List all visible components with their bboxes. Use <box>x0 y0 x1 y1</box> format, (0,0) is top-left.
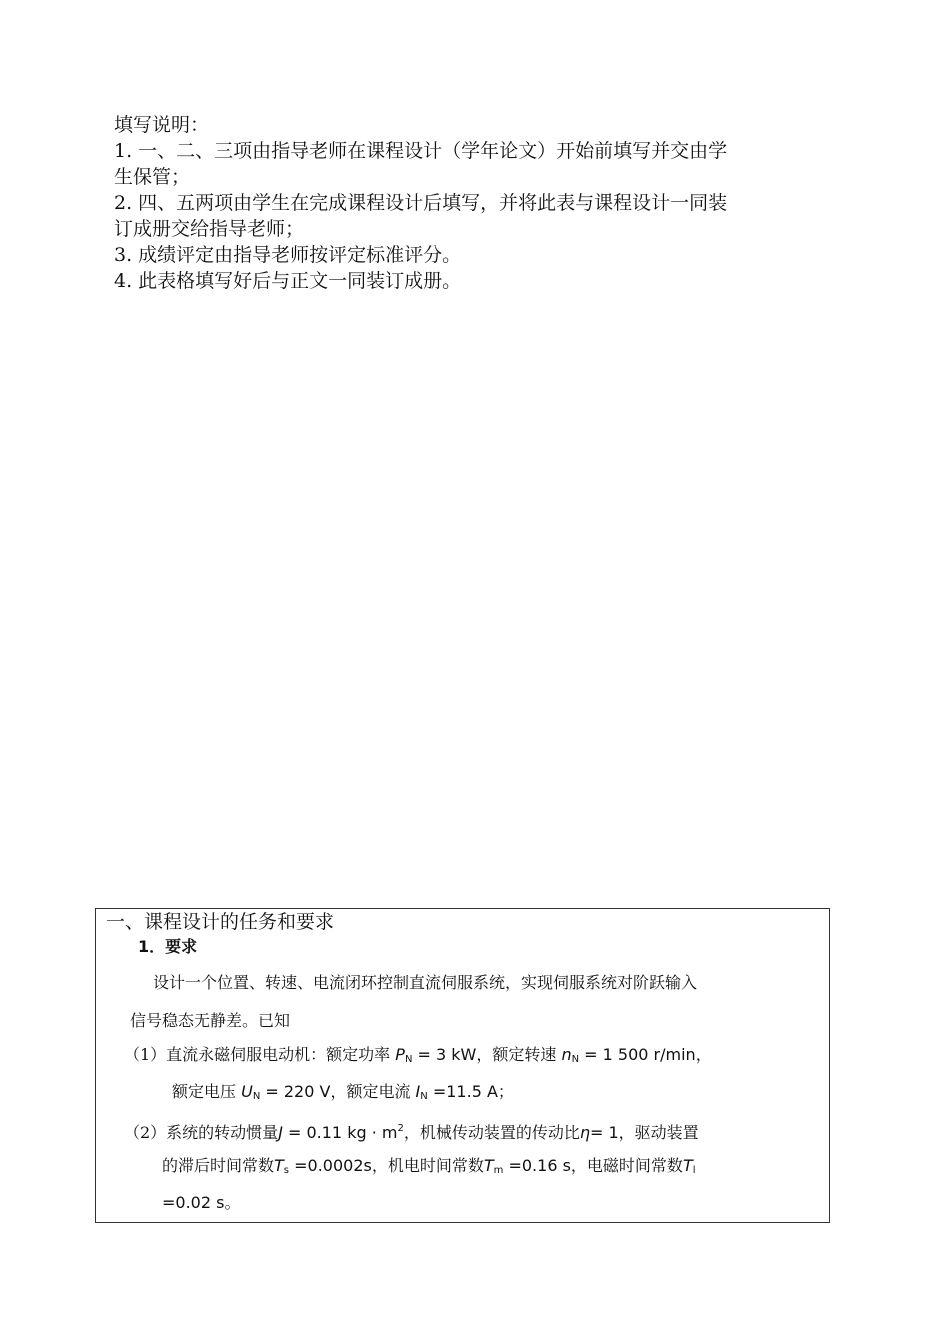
instruction-line: 1. 一、二、三项由指导老师在课程设计（学年论文）开始前填写并交由学 <box>114 140 728 162</box>
item1-line2: 额定电压 $U_N = 220$ V，额定电流 $I_N =11.5$ A； <box>172 1082 514 1102</box>
intro-line: 设计一个位置、转速、电流闭环控制直流伺服系统，实现伺服系统对阶跃输入 <box>153 973 698 992</box>
subsection-title: 1．要求 <box>138 937 198 956</box>
intro-line: 信号稳态无静差。已知 <box>130 1011 291 1030</box>
instructions-heading: 填写说明： <box>114 114 210 136</box>
instruction-line: 订成册交给指导老师； <box>114 218 305 240</box>
item2-line1: （2）系统的转动惯量J = 0.11 kg · $m^2$，机械传动装置的传动比η= 1，驱动装置 <box>124 1123 699 1142</box>
item2-line3: =0.02 s。 <box>162 1193 241 1212</box>
instruction-line: 生保管； <box>114 166 191 188</box>
filling-instructions <box>114 112 840 294</box>
instruction-line: 3. 成绩评定由指导老师按评定标准评分。 <box>114 244 462 266</box>
section-title: 一、课程设计的任务和要求 <box>106 911 335 933</box>
instruction-line: 4. 此表格填写好后与正文一同装订成册。 <box>114 270 462 292</box>
item2-line2: 的滞后时间常数$T_s =0.0002s$，机电时间常数$T_m =0.16$ s，电磁时间常数$T_l$ <box>162 1156 696 1176</box>
item1-line1: （1）直流永磁伺服电动机：额定功率 $P_N = 3$ kW，额定转速 $n_N = 1$ 500 r/min， <box>124 1045 712 1065</box>
instruction-line: 2. 四、五两项由学生在完成课程设计后填写，并将此表与课程设计一同装 <box>114 192 728 214</box>
task-requirements-box <box>95 908 830 1223</box>
